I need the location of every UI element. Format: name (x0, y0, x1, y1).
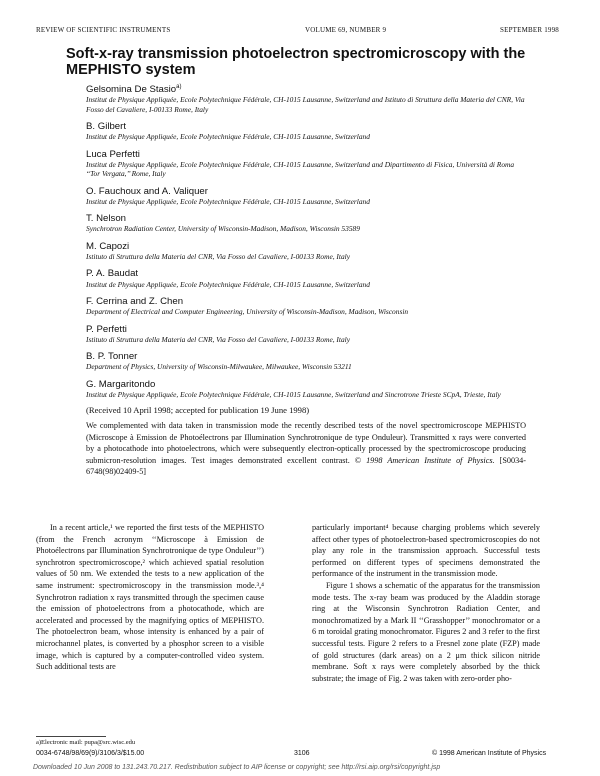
footnote-rule (36, 736, 106, 737)
abstract (86, 420, 526, 478)
author-entry (86, 377, 526, 400)
author-affiliation: Institut de Physique Appliquée, Ecole Polytechnique Fédérale, CH-1015 Lausanne, Switzerland (86, 196, 370, 206)
author-affiliation: Institut de Physique Appliquée, Ecole Polytechnique Fédérale, CH-1015 Lausanne, Switzerland and Dipartimento di Fisica, Università di Roma ‘‘Tor Vergata,’’ Rome, Italy (86, 159, 515, 179)
author-affiliation: Synchrotron Radiation Center, University of Wisconsin-Madison, Madison, Wisconsin 53589 (86, 224, 360, 234)
body-column-right (312, 522, 540, 684)
author-name: B. P. Tonner (86, 351, 138, 363)
author-affiliation: Department of Electrical and Computer Engineering, University of Wisconsin-Madison, Madison, Wisconsin (86, 307, 409, 317)
author-entry (86, 147, 526, 179)
journal-name: REVIEW OF SCIENTIFIC INSTRUMENTS (36, 26, 171, 34)
article-title: Soft-x-ray transmission photoelectron spectromicroscopy with the MEPHISTO system (66, 46, 526, 78)
author-entry (86, 239, 526, 262)
author-entry (86, 349, 526, 372)
footer-code: 0034-6748/98/69(9)/3106/3/$15.00 (36, 750, 145, 757)
author-affiliation: Istituto di Struttura della Materia del CNR, Via Fosso del Cavaliere, I-00133 Rome, Italy (86, 251, 350, 261)
author-affiliation: Institut de Physique Appliquée, Ecole Polytechnique Fédérale, CH-1015 Lausanne, Switzerland and Istituto di Struttura della Materia del CNR, Via Fosso del Cavaliere, I-00133 Rome, Italy (86, 95, 525, 114)
body-paragraph: Figure 1 shows a schematic of the apparatus for the transmission mode tests. The x-ray beam was produced by the Aladdin storage ring at the Wisconsin Synchrotron Radiation Center, and monochromatized by a Mark II ‘‘Grasshopper’’ monochromator or a 6 m toroidal grating monochromator. Figures 2 and 3 refer to the first successful tests. Figure 2 refers to a Fresnel zone plate (FZP) made of gold structures (dark areas) on a 2 μm thick silicon nitride membrane. Soft x rays were completely absorbed by the thick substrate; the image of Fig. 2 was taken with zero-order pho- (312, 580, 540, 683)
author-affiliation: Department of Physics, University of Wisconsin-Milwaukee, Milwaukee, Wisconsin 53211 (86, 362, 352, 372)
author-name: T. Nelson (86, 213, 126, 225)
body-paragraph: particularly important⁴ because charging problems which severely affect other types of photoelectron-based spectromicroscopies do not play any role in the transmission approach. Successful tests performed on different types of specimens demonstrated the performance of the instrument in the transmission mode. (312, 523, 540, 579)
author-entry (86, 119, 526, 142)
author-entry (86, 322, 526, 345)
author-affiliation: Institut de Physique Appliquée, Ecole Polytechnique Fédérale, CH-1015 Lausanne, Switzerland (86, 279, 370, 289)
issue-date: SEPTEMBER 1998 (500, 26, 560, 34)
footer-copyright: © 1998 American Institute of Physics (432, 750, 547, 757)
author-list (86, 82, 526, 415)
author-affiliation: Institut de Physique Appliquée, Ecole Polytechnique Fédérale, CH-1015 Lausanne, Switzerland (86, 132, 370, 142)
author-affiliation: Institut de Physique Appliquée, Ecole Polytechnique Fédérale, CH-1015 Lausanne, Switzerland and Sincrotrone Trieste SCpA, Trieste, Italy (86, 389, 501, 399)
author-name: Luca Perfetti (86, 148, 140, 160)
author-name: B. Gilbert (86, 121, 126, 133)
download-notice: Downloaded 10 Jun 2008 to 131.243.70.217. Redistribution subject to AIP license or copyright; see http://rsi.aip.org/rsi/copyright.jsp (33, 764, 441, 771)
author-entry (86, 294, 526, 317)
page-number: 3106 (294, 750, 310, 757)
author-name: M. Capozi (86, 240, 130, 252)
author-entry (86, 82, 526, 114)
volume-number: VOLUME 69, NUMBER 9 (305, 26, 387, 34)
footnote: a)Electronic mail: pupa@src.wisc.edu (36, 739, 136, 746)
body-column-left (36, 522, 264, 673)
abstract-copyright: © 1998 American Institute of Physics. (354, 455, 495, 465)
author-entry (86, 211, 526, 234)
body-paragraph: In a recent article,¹ we reported the first tests of the MEPHISTO (from the French acronym ‘‘Microscope à Emission de Photoélectrons par Illumination Synchrotronique de type Onduleur’’) synchrotron spectromicroscope,² which achieved spatial resolution values of 50 nm. We extended the tests to a new application of the same instrument: spectromicroscopy in the transmission mode.³,⁴ Synchrotron radiation x rays transmitted through the specimen cause the emission of photoelectrons from a photocathode, which are accelerated and processed by the magnifying optics of MEPHISTO. The photoelectron beam, whose intensity is enhanced by a pair of microchannel plates, is converted by a phosphor screen to a visible image, which is captured by a computer-controlled video system. Such additional tests are (36, 523, 264, 672)
author-name: P. A. Baudat (86, 268, 139, 280)
author-name: F. Cerrina and Z. Chen (86, 296, 184, 308)
author-affiliation: Istituto di Struttura della Materia del CNR, Via Fosso del Cavaliere, I-00133 Rome, Italy (86, 334, 350, 344)
abstract-doi: [S0034-6748(98)02409-5] (86, 455, 526, 477)
abstract-text: We complemented with data taken in transmission mode the recently described tests of the novel spectromicroscope MEPHISTO (Microscope à Emission de Photoélectrons par Illumination Synchrotronique de type Onduleur). Transmitted x rays were converted by a photocathode into photoelectrons, which were subsequently electron-optically processed by the spectromicroscope producing submicron-resolution images. Test images demonstrated excellent contrast. (86, 421, 526, 465)
author-entry (86, 184, 526, 207)
author-name: P. Perfetti (86, 323, 127, 335)
received-dates: (Received 10 April 1998; accepted for publication 19 June 1998) (86, 405, 310, 416)
author-entry (86, 266, 526, 289)
author-name: Gelsomina De Stasio$^{a)}$ (86, 84, 182, 96)
author-name: O. Fauchoux and A. Valiquer (86, 185, 208, 197)
author-name: G. Margaritondo (86, 378, 156, 390)
